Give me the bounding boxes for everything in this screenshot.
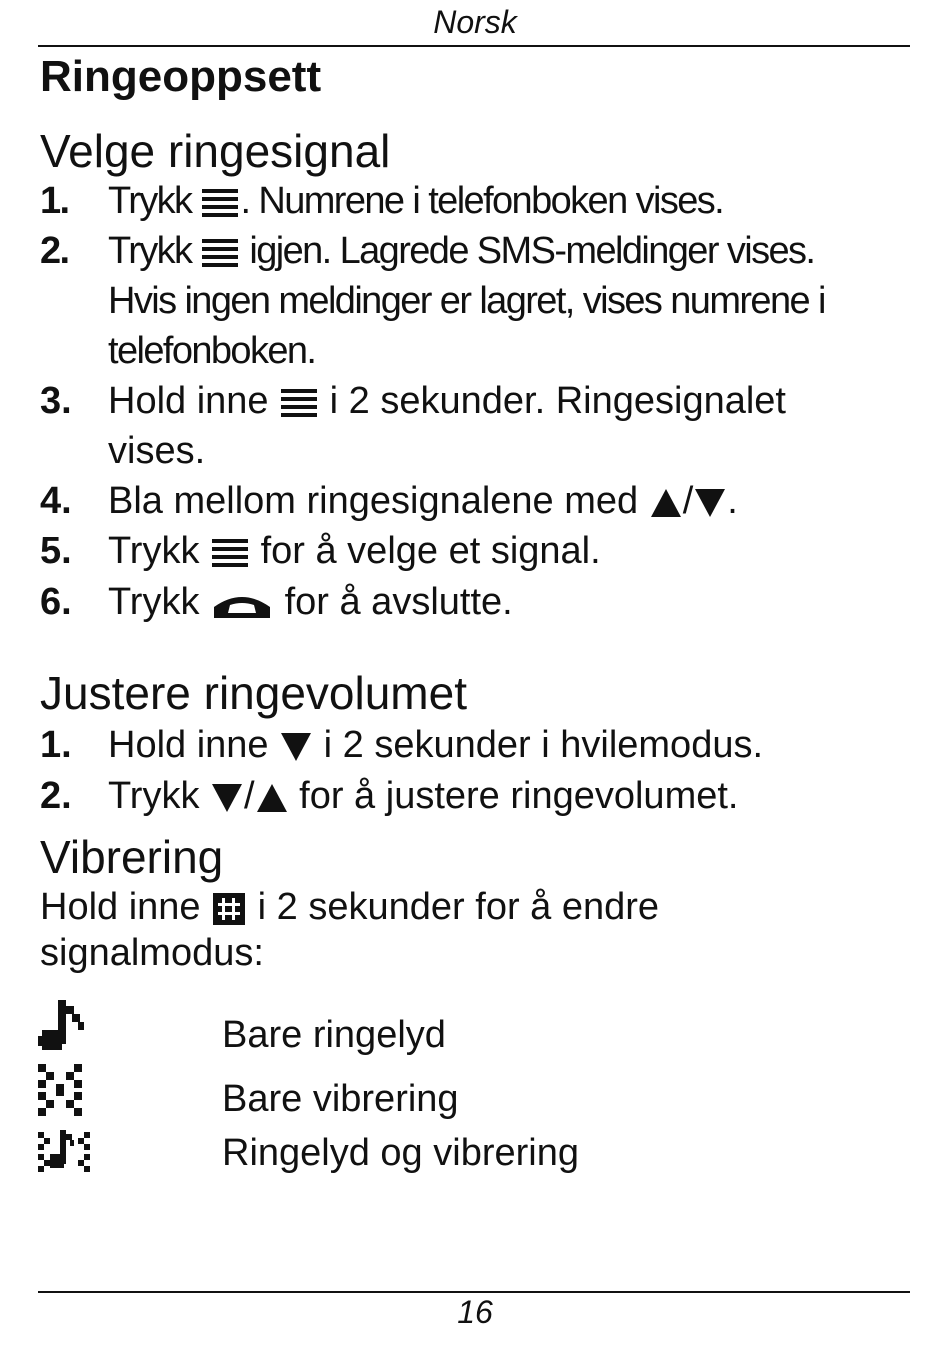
- section-heading-ringtone: Velge ringesignal: [40, 125, 391, 177]
- step-number: 6.: [40, 581, 72, 623]
- step-text: Trykk: [108, 581, 200, 623]
- mode-label-ring-vibrate: Ringelyd og vibrering: [222, 1132, 579, 1174]
- ring-and-vibrate-icon: [38, 1130, 92, 1172]
- step-number: 1.: [40, 724, 72, 766]
- step-text: Hvis ingen meldinger er lagret, vises numrene i: [108, 280, 825, 322]
- step-text: Trykk: [108, 775, 200, 817]
- step-text: for å velge et signal.: [250, 530, 601, 572]
- step-text: for å avslutte.: [274, 581, 513, 623]
- step-number: 5.: [40, 530, 72, 572]
- separator: /: [244, 775, 255, 817]
- vibration-intro: [40, 884, 900, 976]
- arrow-up-icon: [255, 782, 289, 814]
- arrow-down-icon: [693, 487, 727, 519]
- step-text: . Numrene i telefonboken vises.: [240, 180, 724, 222]
- menu-key-icon: [200, 185, 240, 221]
- step-text: vises.: [108, 430, 206, 472]
- step-text: for å justere ringevolumet.: [288, 775, 739, 817]
- intro-text: Hold inne: [40, 886, 201, 928]
- arrow-down-icon: [279, 731, 313, 763]
- step-number: 2.: [40, 775, 72, 817]
- step-text: Hold inne: [108, 380, 269, 422]
- step-text: Trykk: [108, 230, 192, 272]
- header-language: Norsk: [433, 4, 517, 40]
- step-number: 1.: [40, 180, 69, 222]
- page-number: 16: [457, 1294, 493, 1330]
- step-text: Hold inne: [108, 724, 269, 766]
- step-text: Bla mellom ringesignalene med: [108, 480, 639, 522]
- separator: /: [682, 480, 694, 522]
- step-text: i 2 sekunder i hvilemodus.: [313, 724, 764, 766]
- arrow-down-icon: [210, 782, 244, 814]
- step-text: telefonboken.: [108, 330, 316, 372]
- mode-label-ring: Bare ringelyd: [222, 1014, 446, 1056]
- intro-text: signalmodus:: [40, 932, 264, 974]
- step-text: i 2 sekunder. Ringesignalet: [319, 380, 786, 422]
- end-call-icon: [210, 589, 274, 619]
- step-text: Trykk: [108, 530, 200, 572]
- section-heading-volume: Justere ringevolumet: [40, 667, 467, 719]
- mode-label-vibrate: Bare vibrering: [222, 1078, 459, 1120]
- footer-rule: [38, 1291, 910, 1293]
- intro-text: i 2 sekunder for å endre: [247, 886, 660, 928]
- step-number: 3.: [40, 380, 72, 422]
- menu-key-icon: [279, 385, 319, 421]
- step-text: Trykk: [108, 180, 192, 222]
- arrow-up-icon: [649, 487, 683, 519]
- menu-key-icon: [210, 535, 250, 571]
- step-number: 4.: [40, 480, 72, 522]
- menu-key-icon: [200, 235, 240, 271]
- step-text: .: [727, 480, 738, 522]
- page-title: Ringeoppsett: [40, 52, 322, 101]
- hash-key-icon: [211, 891, 247, 927]
- header-rule: [38, 45, 910, 47]
- step-text: igjen. Lagrede SMS-meldinger vises.: [240, 230, 815, 272]
- step-number: 2.: [40, 230, 69, 272]
- vibrate-icon: [38, 1064, 86, 1116]
- music-note-icon: [38, 1000, 86, 1054]
- section-heading-vibration: Vibrering: [40, 831, 224, 883]
